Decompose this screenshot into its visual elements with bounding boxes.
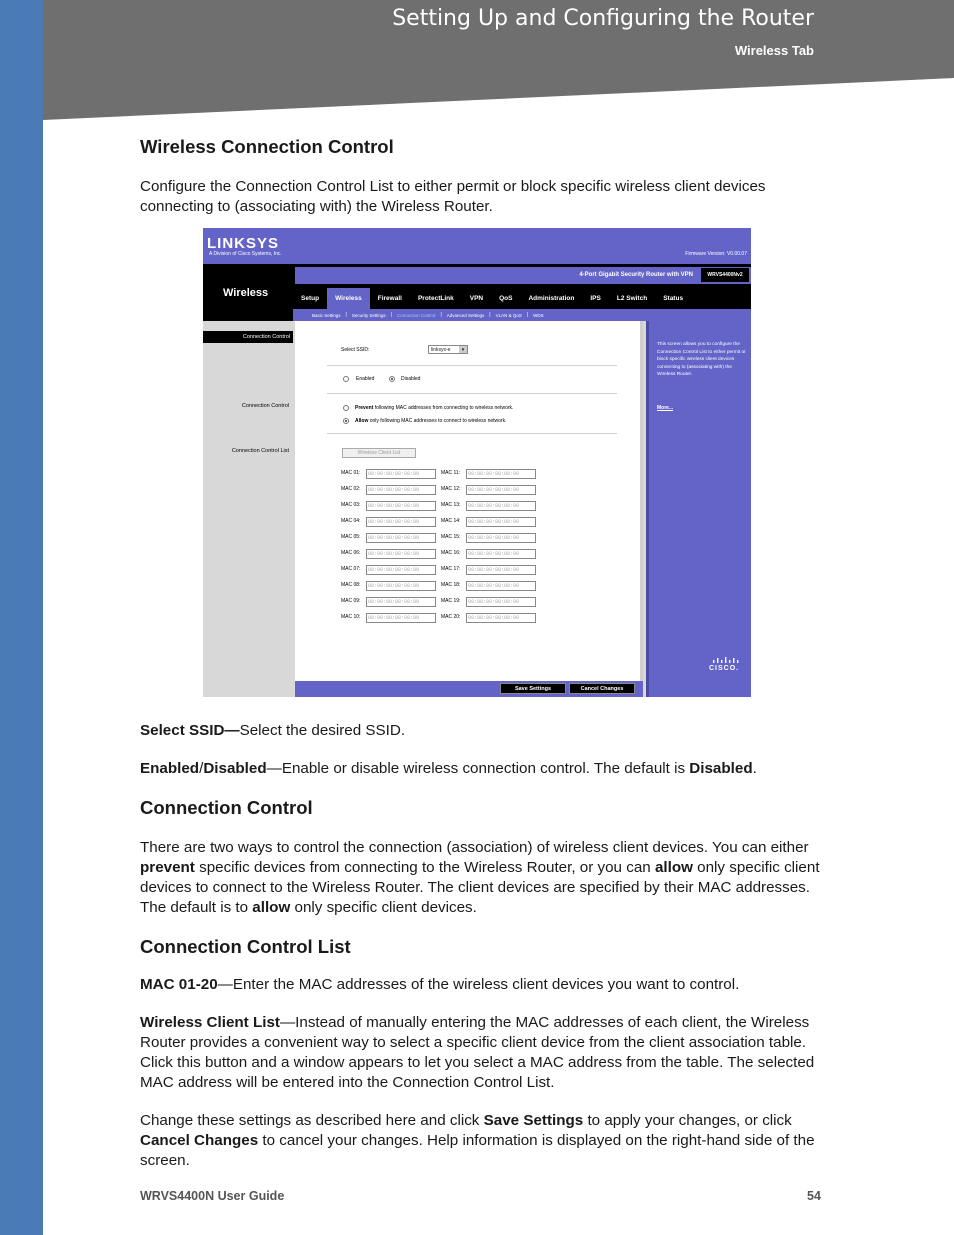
- mac-label: MAC 14:: [441, 518, 461, 524]
- left-label-column: [203, 321, 293, 697]
- divider: [327, 365, 617, 366]
- mac-label: MAC 02:: [341, 486, 361, 492]
- term-select-ssid: Select SSID—: [140, 722, 240, 739]
- mac-label: MAC 16:: [441, 550, 461, 556]
- cisco-logo-icon: [711, 657, 751, 664]
- linksys-logo-subtitle: A Division of Cisco Systems, Inc.: [209, 251, 282, 257]
- cc-prevent: prevent: [140, 859, 195, 876]
- subtab-separator: |: [390, 312, 392, 318]
- disabled-radio[interactable]: [389, 376, 395, 382]
- sub-tabs: [293, 309, 751, 321]
- footer-page-number: 54: [807, 1189, 821, 1203]
- mac-field[interactable]: 00:00:00:00:00:00: [366, 485, 436, 495]
- desc-select-ssid: Select the desired SSID.: [239, 722, 406, 739]
- heading-connection-control-list: Connection Control List: [140, 936, 351, 957]
- router-screenshot: [203, 228, 751, 697]
- change-text-3: to cancel your changes. Help information is displayed on the right-hand side of the screen.: [140, 1132, 815, 1169]
- tab-wireless[interactable]: Wireless: [327, 288, 370, 309]
- page-header-subtitle: Wireless Tab: [734, 43, 814, 58]
- mac-label: MAC 04:: [341, 518, 361, 524]
- shot-top-bar: [203, 228, 751, 264]
- mac-label: MAC 07:: [341, 566, 361, 572]
- allow-option: [355, 418, 506, 424]
- mac-field[interactable]: 00:00:00:00:00:00: [466, 485, 536, 495]
- mac-field[interactable]: 00:00:00:00:00:00: [366, 565, 436, 575]
- mac-field[interactable]: 00:00:00:00:00:00: [466, 517, 536, 527]
- mac-field[interactable]: 00:00:00:00:00:00: [366, 613, 436, 623]
- help-panel: [646, 321, 751, 697]
- paragraph-enabled-disabled: [140, 759, 820, 779]
- main-tabs: [293, 288, 751, 309]
- paragraph-connection-control: [140, 838, 820, 918]
- tab-firewall[interactable]: Firewall: [377, 295, 402, 302]
- tab-l2-switch[interactable]: L2 Switch: [616, 295, 648, 302]
- left-label-connection-control: Connection Control: [241, 403, 289, 409]
- mac-label: MAC 03:: [341, 502, 361, 508]
- period: .: [752, 760, 757, 777]
- divider: [327, 433, 617, 434]
- mac-label: MAC 15:: [441, 534, 461, 540]
- page-side-bar: [0, 0, 43, 1235]
- mac-field[interactable]: 00:00:00:00:00:00: [466, 565, 536, 575]
- mac-label: MAC 20:: [441, 614, 461, 620]
- mac-label: MAC 11:: [441, 470, 461, 476]
- tab-administration[interactable]: Administration: [528, 295, 575, 302]
- heading-wireless-connection-control: Wireless Connection Control: [140, 136, 394, 157]
- save-settings-button[interactable]: Save Settings: [500, 683, 566, 694]
- prevent-option-text: following MAC addresses from connecting to wireless network.: [373, 405, 514, 411]
- mac-label: MAC 12:: [441, 486, 461, 492]
- mac-field[interactable]: 00:00:00:00:00:00: [366, 597, 436, 607]
- model-badge: WRVS4400Nv2: [701, 268, 749, 282]
- subtab-connection-control[interactable]: Connection Control: [396, 312, 436, 318]
- tab-vpn[interactable]: VPN: [469, 295, 484, 302]
- ssid-select[interactable]: [428, 345, 468, 354]
- subtab-vlan-qos[interactable]: VLAN & QoS: [495, 312, 522, 318]
- footer-guide-title: WRVS4400N User Guide: [140, 1189, 285, 1203]
- prevent-radio[interactable]: [343, 405, 349, 411]
- mac-field[interactable]: 00:00:00:00:00:00: [466, 613, 536, 623]
- paragraph-wireless-client-list: [140, 1013, 820, 1093]
- term-mac: MAC 01-20: [140, 976, 218, 993]
- page-header-title: Setting Up and Configuring the Router: [392, 6, 814, 31]
- disabled-label: Disabled: [401, 376, 421, 382]
- subtab-security-settings[interactable]: Security Settings: [351, 312, 386, 318]
- mac-field[interactable]: 00:00:00:00:00:00: [366, 581, 436, 591]
- change-save: Save Settings: [483, 1112, 584, 1129]
- select-ssid-label: Select SSID:: [341, 347, 370, 353]
- desc-enabled: —Enable or disable wireless connection control. The default is: [266, 760, 690, 777]
- mac-label: MAC 05:: [341, 534, 361, 540]
- divider: [327, 393, 617, 394]
- change-text-1: Change these settings as described here and click: [140, 1112, 484, 1129]
- cancel-changes-button[interactable]: Cancel Changes: [569, 683, 635, 694]
- subtab-advanced-settings[interactable]: Advanced Settings: [446, 312, 485, 318]
- product-name: 4-Port Gigabit Security Router with VPN: [579, 272, 693, 278]
- mac-label: MAC 06:: [341, 550, 361, 556]
- subtab-separator: |: [345, 312, 347, 318]
- cc-text-1: There are two ways to control the connection (association) of wireless client devices. You can either: [140, 839, 809, 856]
- tab-status[interactable]: Status: [663, 295, 684, 302]
- enabled-radio[interactable]: [343, 376, 349, 382]
- mac-field[interactable]: 00:00:00:00:00:00: [466, 597, 536, 607]
- cc-text-4: only specific client devices.: [290, 899, 477, 916]
- wireless-client-list-button[interactable]: Wireless Client List: [342, 448, 416, 458]
- left-label-connection-control-list: Connection Control List: [231, 448, 289, 454]
- mac-label: MAC 08:: [341, 582, 361, 588]
- term-disabled: Disabled: [203, 760, 267, 777]
- mac-field[interactable]: 00:00:00:00:00:00: [466, 581, 536, 591]
- allow-radio[interactable]: [343, 418, 349, 424]
- help-text: This screen allows you to configure the Connection Control List to either permit or block specific wireless client devices connecting to (associating with) the Wireless Router.: [657, 342, 746, 378]
- subtab-separator: |: [526, 312, 529, 318]
- mac-field[interactable]: 00:00:00:00:00:00: [466, 549, 536, 559]
- mac-label: MAC 19:: [441, 598, 461, 604]
- paragraph-change-settings: [140, 1111, 820, 1171]
- desc-wireless-client-list: —Instead of manually entering the MAC addresses of each client, the Wireless Router provides a convenient way to select a specific client device from the client association table. Click this button and a window appears to let you select a MAC address from the table. The selected MAC address will be entered into the Connection Control List.: [140, 1014, 815, 1091]
- mac-field[interactable]: 00:00:00:00:00:00: [466, 533, 536, 543]
- cc-allow-2: allow: [252, 899, 291, 916]
- allow-option-text: only following MAC addresses to connect to wireless network.: [368, 418, 507, 424]
- ssid-select-value: linksys-e: [431, 347, 451, 353]
- mac-label: MAC 01:: [341, 470, 361, 476]
- paragraph-mac: [140, 975, 820, 995]
- mac-label: MAC 09:: [341, 598, 361, 604]
- mac-field[interactable]: 00:00:00:00:00:00: [366, 517, 436, 527]
- chevron-down-icon: ▾: [459, 346, 467, 353]
- tab-protectlink[interactable]: ProtectLink: [417, 295, 454, 302]
- allow-option-bold: Allow: [355, 418, 369, 424]
- tab-ips[interactable]: IPS: [590, 295, 601, 302]
- mac-label: MAC 17:: [441, 566, 461, 572]
- help-more-link[interactable]: More...: [657, 405, 674, 411]
- settings-pane: [295, 321, 643, 681]
- subtab-separator: |: [440, 312, 442, 318]
- prevent-option: [355, 405, 513, 411]
- subtab-basic-settings[interactable]: Basic Settings: [312, 312, 341, 318]
- prevent-option-bold: Prevent: [355, 405, 374, 411]
- paragraph-wcc-intro: Configure the Connection Control List to either permit or block specific wireless client devices connecting to (associating with) the Wireless Router.: [140, 178, 766, 215]
- mac-label: MAC 13:: [441, 502, 461, 508]
- mac-field[interactable]: 00:00:00:00:00:00: [366, 533, 436, 543]
- subtab-separator: |: [489, 312, 491, 318]
- change-cancel: Cancel Changes: [140, 1132, 259, 1149]
- tab-setup[interactable]: Setup: [301, 295, 320, 302]
- action-bar: [295, 681, 643, 697]
- change-text-2: to apply your changes, or click: [583, 1112, 792, 1129]
- mac-field[interactable]: 00:00:00:00:00:00: [466, 501, 536, 511]
- cc-allow: allow: [654, 859, 693, 876]
- term-enabled: Enabled: [140, 760, 200, 777]
- desc-mac: —Enter the MAC addresses of the wireless client devices you want to control.: [217, 976, 740, 993]
- tab-qos[interactable]: QoS: [499, 295, 513, 302]
- linksys-logo: LINKSYS: [207, 235, 280, 252]
- section-title: Wireless: [223, 287, 269, 299]
- mac-field[interactable]: 00:00:00:00:00:00: [366, 549, 436, 559]
- firmware-version: Firmware Version: V0.00.07: [685, 251, 747, 257]
- subtab-wds[interactable]: WDS: [533, 312, 544, 318]
- enabled-label: Enabled: [356, 376, 375, 382]
- cc-text-2: specific devices from connecting to the Wireless Router, or you can: [194, 859, 655, 876]
- heading-connection-control: Connection Control: [140, 797, 313, 818]
- cc-text-3: only specific client devices to connect to the Wireless Router. The client devices are specified by their MAC addresses. The default is to: [140, 859, 820, 916]
- slash: /: [199, 760, 204, 777]
- mac-field[interactable]: 00:00:00:00:00:00: [466, 469, 536, 479]
- mac-label: MAC 18:: [441, 582, 461, 588]
- cisco-wordmark: CISCO.: [709, 665, 740, 672]
- left-section-tag: Connection Control: [203, 331, 293, 343]
- mac-field[interactable]: 00:00:00:00:00:00: [366, 469, 436, 479]
- default-disabled: Disabled: [689, 760, 753, 777]
- mac-field[interactable]: 00:00:00:00:00:00: [366, 501, 436, 511]
- mac-label: MAC 10:: [341, 614, 361, 620]
- paragraph-select-ssid: [140, 721, 820, 741]
- term-wireless-client-list: Wireless Client List: [140, 1014, 280, 1031]
